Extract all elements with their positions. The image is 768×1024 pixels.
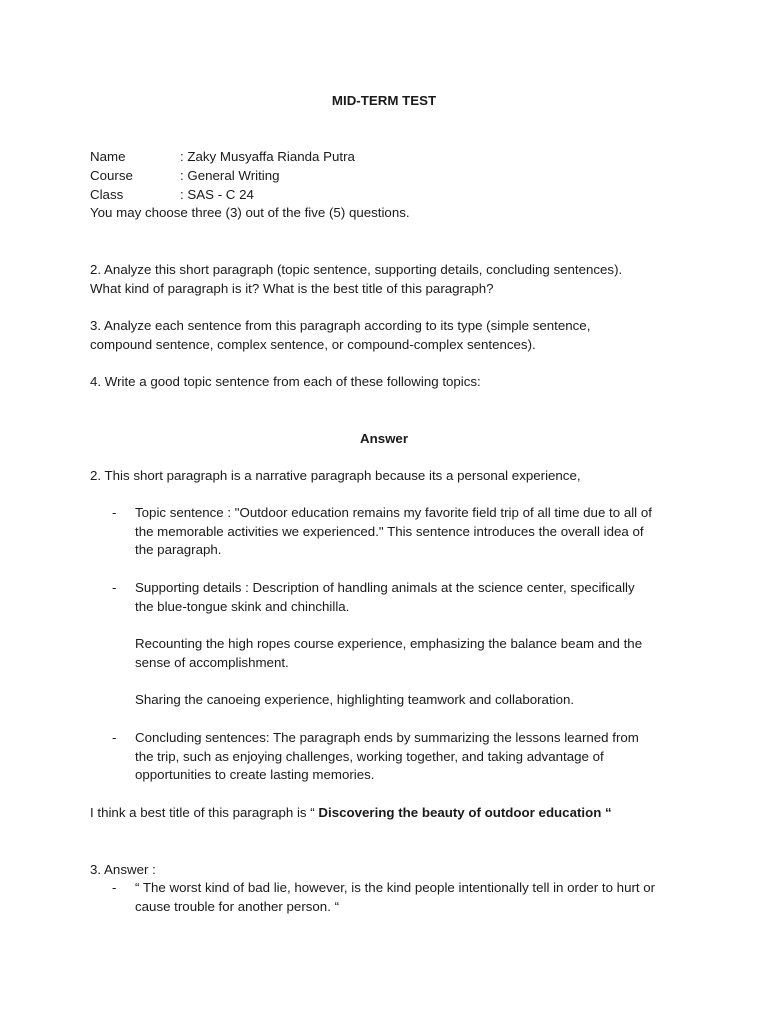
list-bullet: - [112, 730, 117, 745]
topic-sentence-line-2: the memorable activities we experienced." This sentence introduces the overall idea of [135, 524, 644, 539]
name-label: Name [90, 149, 126, 164]
supporting-details-line-1: Supporting details : Description of handling animals at the science center, specifically [135, 580, 635, 595]
concluding-line-3: opportunities to create lasting memories. [135, 767, 375, 782]
question-2-line-1: 2. Analyze this short paragraph (topic sentence, supporting details, concluding sentences). [90, 262, 623, 277]
course-value: : General Writing [180, 168, 280, 183]
concluding-line-1: Concluding sentences: The paragraph ends by summarizing the lessons learned from [135, 730, 639, 745]
topic-sentence-line-3: the paragraph. [135, 542, 222, 557]
supporting-details-p2-line-2: sense of accomplishment. [135, 655, 289, 670]
best-title-bold: Discovering the beauty of outdoor education “ [318, 805, 612, 820]
list-bullet: - [112, 580, 117, 595]
answer-3-item-1-line-1: “ The worst kind of bad lie, however, is the kind people intentionally tell in order to hurt or [135, 880, 656, 895]
page-title: MID-TERM TEST [331, 93, 437, 108]
class-label: Class [90, 187, 124, 202]
concluding-line-2: the trip, such as enjoying challenges, working together, and taking advantage of [135, 749, 604, 764]
supporting-details-p3-line-1: Sharing the canoeing experience, highlighting teamwork and collaboration. [135, 692, 575, 707]
question-3-line-2: compound sentence, complex sentence, or compound-complex sentences). [90, 337, 536, 352]
best-title-prefix: I think a best title of this paragraph is “ [90, 805, 319, 820]
question-2-line-2: What kind of paragraph is it? What is the best title of this paragraph? [90, 281, 494, 296]
question-3-line-1: 3. Analyze each sentence from this paragraph according to its type (simple sentence, [90, 318, 591, 333]
course-label: Course [90, 168, 133, 183]
class-value: : SAS - C 24 [180, 187, 254, 202]
question-4-line-1: 4. Write a good topic sentence from each of these following topics: [90, 374, 481, 389]
instruction-text: You may choose three (3) out of the five (5) questions. [90, 205, 410, 220]
list-bullet: - [112, 880, 117, 895]
name-value: : Zaky Musyaffa Rianda Putra [180, 149, 355, 164]
answer-2-intro: 2. This short paragraph is a narrative paragraph because its a personal experience, [90, 468, 581, 483]
topic-sentence-line-1: Topic sentence : "Outdoor education remains my favorite field trip of all time due to all of [135, 505, 652, 520]
list-bullet: - [112, 505, 117, 520]
supporting-details-line-2: the blue-tongue skink and chinchilla. [135, 599, 350, 614]
answer-3-item-1-line-2: cause trouble for another person. “ [135, 899, 340, 914]
answer-3-heading: 3. Answer : [90, 862, 156, 877]
supporting-details-p2-line-1: Recounting the high ropes course experience, emphasizing the balance beam and the [135, 636, 643, 651]
answer-heading: Answer [359, 431, 409, 446]
best-title-line [90, 804, 612, 823]
